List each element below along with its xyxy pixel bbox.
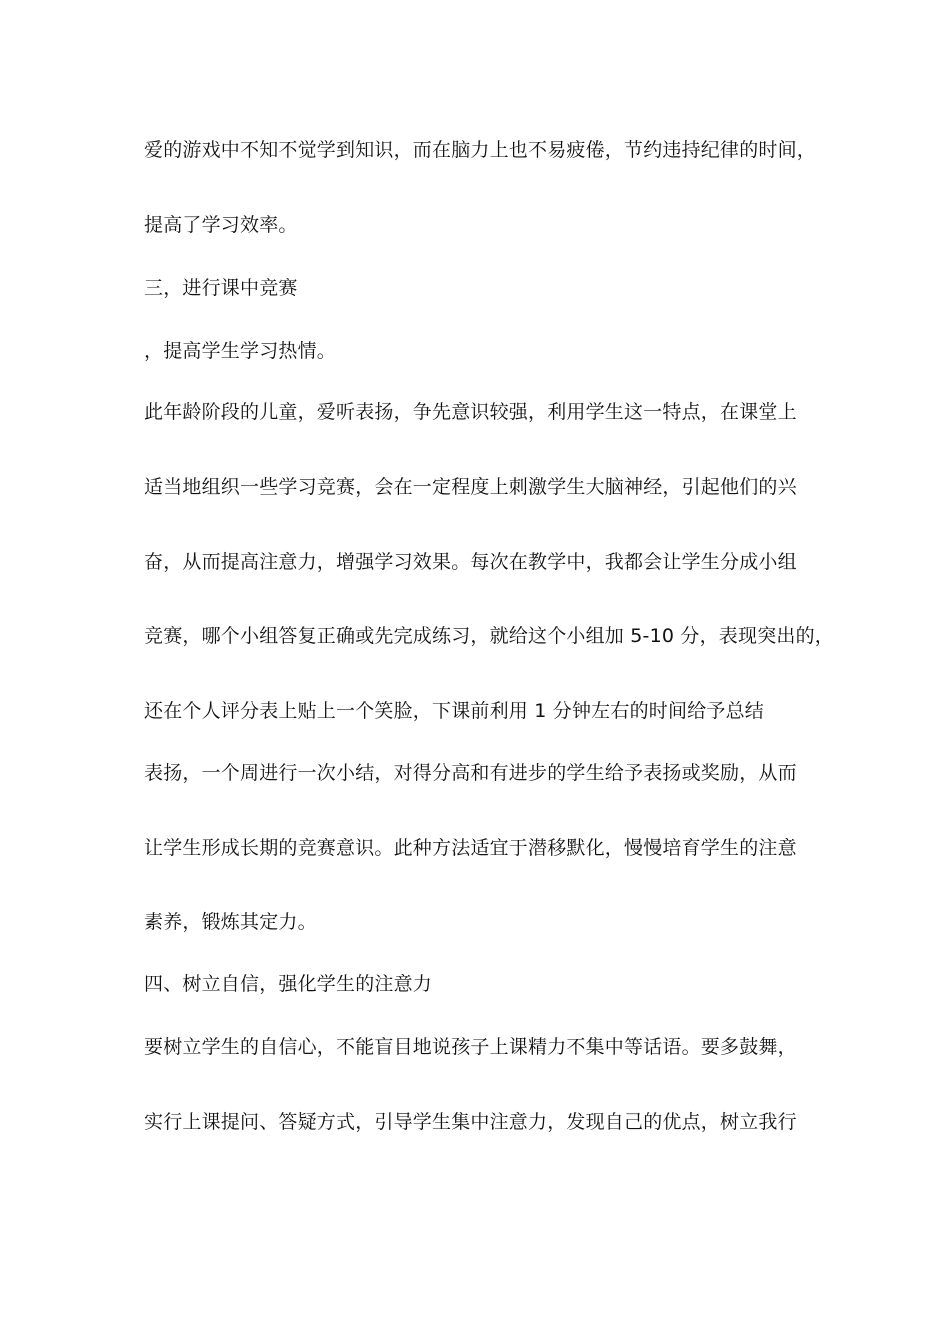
paragraph-line: 爱的游戏中不知不觉学到知识，而在脑力上也不易疲倦，节约违持纪律的时间，	[144, 139, 817, 161]
paragraph-line: 实行上课提问、答疑方式，引导学生集中注意力，发现自己的优点，树立我行	[144, 1111, 797, 1133]
paragraph-line: 适当地组织一些学习竞赛，会在一定程度上刺激学生大脑神经，引起他们的兴	[144, 476, 797, 498]
section-heading: 三，进行课中竞赛	[144, 277, 298, 299]
paragraph-line: 提高了学习效率。	[144, 214, 298, 236]
paragraph-line: 让学生形成长期的竞赛意识。此种方法适宜于潜移默化，慢慢培育学生的注意	[144, 837, 797, 859]
paragraph-line: ，提高学生学习热情。	[144, 340, 337, 362]
paragraph-line: 奋，从而提高注意力，增强学习效果。每次在教学中，我都会让学生分成小组	[144, 551, 797, 573]
paragraph-line: 竞赛，哪个小组答复正确或先完成练习，就给这个小组加 5-10 分，表现突出的，	[144, 625, 835, 647]
paragraph-line: 要树立学生的自信心，不能盲目地说孩子上课精力不集中等话语。要多鼓舞，	[144, 1036, 797, 1058]
paragraph-line: 此年龄阶段的儿童，爱听表扬，争先意识较强，利用学生这一特点，在课堂上	[144, 401, 797, 423]
paragraph-line: 还在个人评分表上贴上一个笑脸，下课前利用 1 分钟左右的时间给予总结	[144, 700, 764, 722]
paragraph-line: 素养，锻炼其定力。	[144, 911, 317, 933]
section-heading: 四、树立自信，强化学生的注意力	[144, 973, 433, 995]
paragraph-line: 表扬，一个周进行一次小结，对得分高和有进步的学生给予表扬或奖励，从而	[144, 762, 797, 784]
